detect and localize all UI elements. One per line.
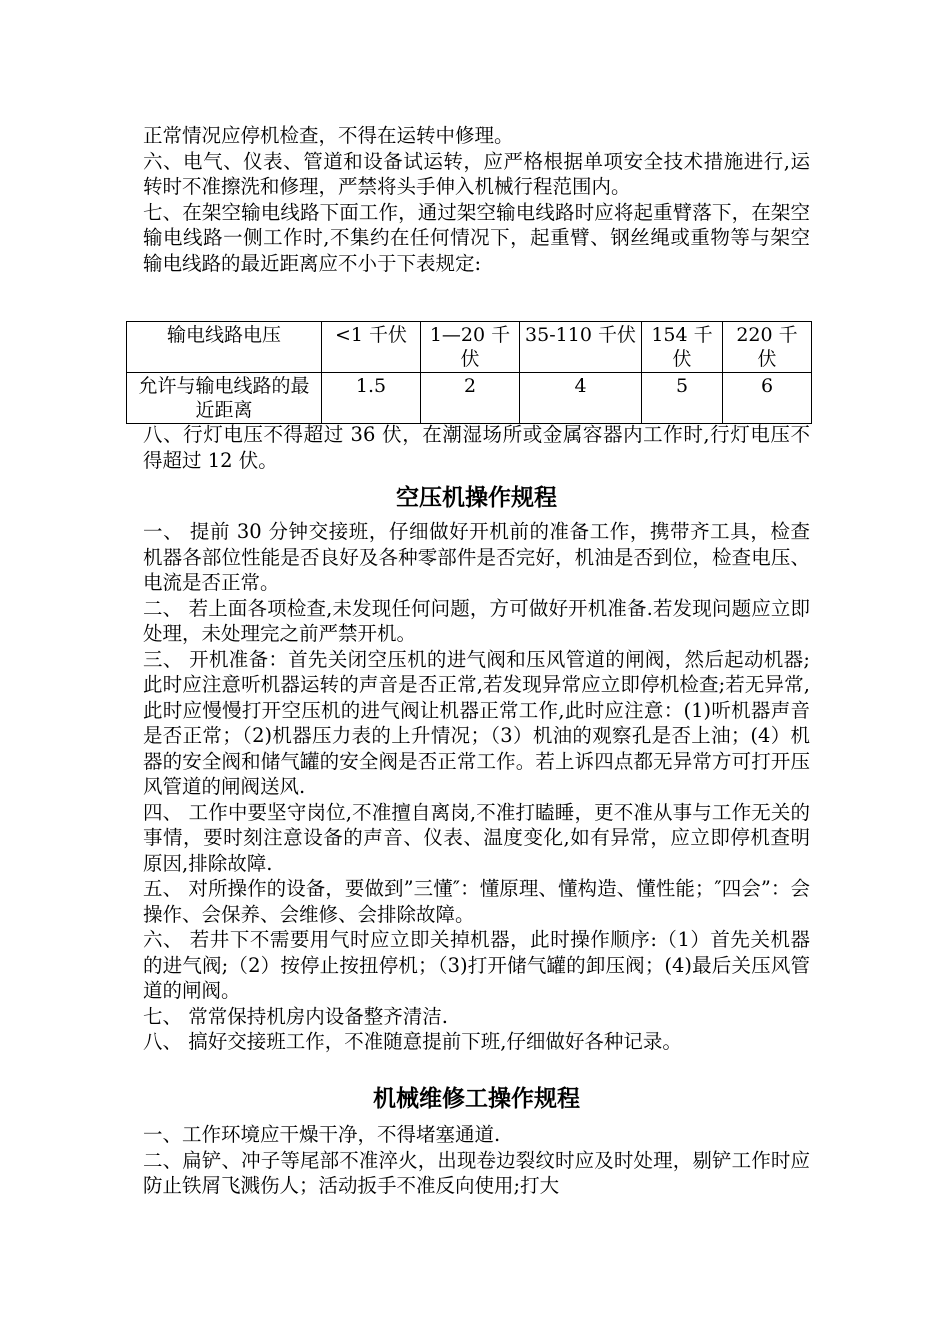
table-cell: 6 [723,373,812,424]
table-cell: 220 千伏 [723,322,812,373]
table-cell: 35-110 千伏 [520,322,642,373]
text-block-air-compressor-rules [143,519,810,1055]
section-heading-air-compressor: 空压机操作规程 [396,485,557,511]
table-cell: 输电线路电压 [127,322,322,373]
paragraph: 三、 开机准备：首先关闭空压机的进气阀和压风管道的闸阀，然后起动机器;此时应注意听机器运转的声音是否正常,若发现异常应立即停机检查;若无异常,此时应慢慢打开空压机的进气阀让机器正常工作,此时应注意：(1)听机器声音是否正常；（2)机器压力表的上升情况；（3）机油的观察孔是否上油；(4）机器的安全阀和储气罐的安全阀是否正常工作。若上诉四点都无异常方可打开压风管道的闸阀送风. [143,647,810,798]
section-heading-mechanic: 机械维修工操作规程 [373,1086,580,1112]
paragraph: 正常情况应停机检查，不得在运转中修理。 [143,124,514,147]
table-cell: 2 [421,373,520,424]
paragraph: 一、 提前 30 分钟交接班，仔细做好开机前的准备工作，携带齐工具，检查机器各部位性能是否良好及各种零部件是否完好，机油是否到位，检查电压、电流是否正常。 [143,520,810,594]
paragraph: 七、在架空输电线路下面工作，通过架空输电线路时应将起重臂落下，在架空输电线路一侧工作时,不集约在任何情况下，起重臂、钢丝绳或重物等与架空输电线路的最近距离应不小于下表规定: [143,200,810,275]
table-row [127,322,812,373]
text-block-lamp-voltage [143,422,810,473]
paragraph: 七、 常常保持机房内设备整齐清洁. [143,1004,448,1028]
table-row [127,373,812,424]
paragraph: 八、 搞好交接班工作，不准随意提前下班,仔细做好各种记录。 [143,1030,682,1053]
paragraph: 五、 对所操作的设备，要做到”三懂″：懂原理、懂构造、懂性能；″四会”：会操作、会保养、会维修、会排除故障。 [143,877,810,926]
table-cell: 1—20 千伏 [421,322,520,373]
paragraph: 六、 若井下不需要用气时应立即关掉机器，此时操作顺序:（1）首先关机器的进气阀;（2）按停止按扭停机；（3)打开储气罐的卸压阀；(4)最后关压风管道的闸阀。 [143,928,810,1002]
paragraph: 六、电气、仪表、管道和设备试运转，应严格根据单项安全技术措施进行,运转时不准擦洗和修理，严禁将头手伸入机械行程范围内。 [143,149,810,198]
paragraph: 二、扁铲、冲子等尾部不准淬火，出现卷边裂纹时应及时处理，剔铲工作时应防止铁屑飞溅伤人；活动扳手不准反向使用;打大 [143,1148,810,1197]
paragraph: 八、行灯电压不得超过 36 伏，在潮湿场所或金属容器内工作时,行灯电压不得超过 12 伏。 [143,423,810,472]
text-block-safety-rules [143,123,810,276]
paragraph: 四、 工作中要坚守岗位,不准擅自离岗,不准打瞌睡，更不准从事与工作无关的事情，要时刻注意设备的声音、仪表、温度变化,如有异常，应立即停机查明原因,排除故障. [143,800,810,875]
table-cell: 允许与输电线路的最近距离 [127,373,322,424]
paragraph: 一、工作环境应干燥干净，不得堵塞通道. [143,1123,501,1146]
table-cell: <1 千伏 [322,322,421,373]
table-cell: 154 千伏 [642,322,723,373]
power-line-clearance-table [126,321,812,424]
paragraph: 二、 若上面各项检查,未发现任何问题，方可做好开机准备.若发现问题应立即处理，未处理完之前严禁开机。 [143,596,810,645]
table-cell: 4 [520,373,642,424]
table-cell: 1.5 [322,373,421,424]
table-cell: 5 [642,373,723,424]
text-block-mechanic-rules [143,1122,810,1199]
